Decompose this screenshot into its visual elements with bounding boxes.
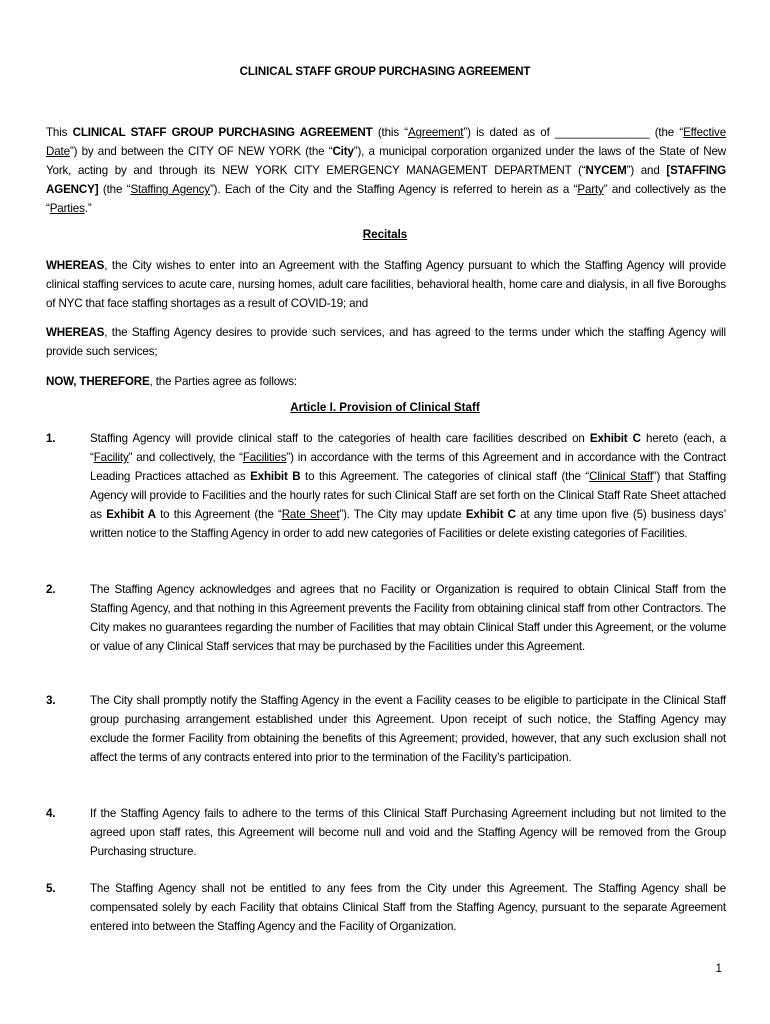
- defined-term-staffing-agency: Staffing Agency: [130, 183, 210, 196]
- whereas-keyword: WHEREAS: [46, 326, 105, 339]
- defined-term-clinical-staff: Clinical Staff: [589, 470, 653, 483]
- defined-term-rate-sheet: Rate Sheet: [281, 508, 340, 521]
- intro-text: ”), a municipal corporation organized under the laws of the State of New York, acting by and through its NEW YORK CITY EMERGENCY MANAGEMENT DEPARTMENT (“: [46, 145, 726, 177]
- item-text-run: ” and collectively, the “: [128, 451, 243, 464]
- item-text-run: ”) in accordance with the terms of this Agreement and in accordance with the Contract Leading Practices attached as: [90, 451, 726, 483]
- item-text: If the Staffing Agency fails to adhere to the terms of this Clinical Staff Purchasing Agreement including but not limited to the agreed upon staff rates, this Agreement will become null and void and the Staffing Agency will be removed from the Group Purchasing structure.: [90, 807, 726, 858]
- defined-term-effective-date: Effective Date: [46, 126, 726, 158]
- item-text-run: to this Agreement (the “: [155, 508, 282, 521]
- whereas-text: , the City wishes to enter into an Agreement with the Staffing Agency pursuant to which the Staffing Agency will provide clinical staffing services to acute care, nursing homes, adult care facilities, behavioral health, home care and dialysis, in all five Boroughs of NYC that face staffing shortages as a result of COVID-19; and: [46, 259, 726, 310]
- intro-text: (the “: [98, 183, 131, 196]
- item-text-run: hereto (each, a “: [90, 432, 726, 464]
- defined-term-agreement: Agreement: [408, 126, 464, 139]
- exhibit-b-reference: Exhibit B: [250, 470, 301, 483]
- intro-text: .”: [84, 202, 92, 215]
- intro-paragraph: [46, 123, 726, 218]
- intro-text: ” and collectively as the “: [46, 183, 727, 215]
- item-text-run: ”). The City may update: [339, 508, 466, 521]
- intro-text: ”) and: [626, 164, 667, 177]
- now-therefore-paragraph: [46, 372, 726, 391]
- item-number: 3.: [46, 694, 56, 707]
- exhibit-a-reference: Exhibit A: [106, 508, 156, 521]
- defined-term-nycem: NYCEM: [585, 164, 627, 177]
- item-number: 2.: [46, 583, 56, 596]
- item-text-run: Staffing Agency will provide clinical staff to the categories of health care facilities described on: [90, 432, 590, 445]
- whereas-text: , the Staffing Agency desires to provide such services, and has agreed to the terms under which the staffing Agency will provide such services;: [46, 326, 726, 358]
- item-text: The Staffing Agency acknowledges and agrees that no Facility or Organization is required to obtain Clinical Staff from the Staffing Agency, and that nothing in this Agreement prevents the Facility from obtaining clinical staff from other Contractors. The City makes no guarantees regarding the number of Facilities that may obtain Clinical Staff under this Agreement, or the volume or value of any Clinical Staff services that may be purchased by the Facilities under this Agreement.: [90, 583, 726, 653]
- staffing-agency-placeholder: [STAFFING AGENCY]: [46, 164, 726, 196]
- exhibit-c-reference: Exhibit C: [589, 432, 641, 445]
- defined-term-city: City: [332, 145, 354, 158]
- item-number: 4.: [46, 807, 56, 820]
- recitals-heading: Recitals: [362, 228, 408, 241]
- intro-bold-agreement-name: CLINICAL STAFF GROUP PURCHASING AGREEMENT: [72, 126, 373, 139]
- page-number: 1: [715, 962, 722, 975]
- exhibit-c-reference: Exhibit C: [465, 508, 516, 521]
- intro-text: ”) by and between the CITY OF NEW YORK (the “: [69, 145, 333, 158]
- defined-term-parties: Parties: [49, 202, 85, 215]
- now-therefore-keyword: NOW, THEREFORE: [46, 375, 150, 388]
- defined-term-party: Party: [577, 183, 604, 196]
- document-title: CLINICAL STAFF GROUP PURCHASING AGREEMENT: [239, 66, 531, 78]
- item-text-run: ”) that Staffing Agency will provide to Facilities and the hourly rates for such Clinical Staff are set forth on the Clinical Staff Rate Sheet attached as: [90, 470, 726, 521]
- item-text: The City shall promptly notify the Staffing Agency in the event a Facility ceases to be eligible to participate in the Clinical Staff group purchasing arrangement established under this Agreement. Upon receipt of such notice, the Staffing Agency may exclude the former Facility from obtaining the benefits of this Agreement; provided, however, that any such exclusion shall not affect the terms of any contracts entered into prior to the termination of the Facility’s participation.: [90, 694, 726, 764]
- intro-text: (this “: [372, 126, 408, 139]
- item-text-run: at any time upon five (5) business days’ written notice to the Staffing Agency in order to add new categories of Facilities or delete existing categories of Facilities.: [90, 508, 726, 540]
- item-text: [90, 429, 726, 543]
- article-1-heading: Article I. Provision of Clinical Staff: [290, 401, 480, 414]
- whereas-paragraph-2: [46, 323, 726, 361]
- defined-term-facilities: Facilities: [242, 451, 287, 464]
- defined-term-facility: Facility: [93, 451, 129, 464]
- intro-text: ”) is dated as of _______________ (the “: [463, 126, 684, 139]
- whereas-keyword: WHEREAS: [46, 259, 105, 272]
- item-number: 5.: [46, 882, 56, 895]
- item-number: 1.: [46, 432, 56, 445]
- intro-text: This: [46, 126, 73, 139]
- intro-text: ”). Each of the City and the Staffing Agency is referred to herein as a “: [209, 183, 578, 196]
- whereas-paragraph-1: [46, 256, 726, 313]
- now-therefore-text: , the Parties agree as follows:: [149, 375, 297, 388]
- item-text-run: to this Agreement. The categories of clinical staff (the “: [300, 470, 590, 483]
- item-text: The Staffing Agency shall not be entitled to any fees from the City under this Agreement. The Staffing Agency shall be compensated solely by each Facility that obtains Clinical Staff from the Staffing Agency, pursuant to the separate Agreement entered into between the Staffing Agency and the Facility of Organization.: [90, 882, 726, 933]
